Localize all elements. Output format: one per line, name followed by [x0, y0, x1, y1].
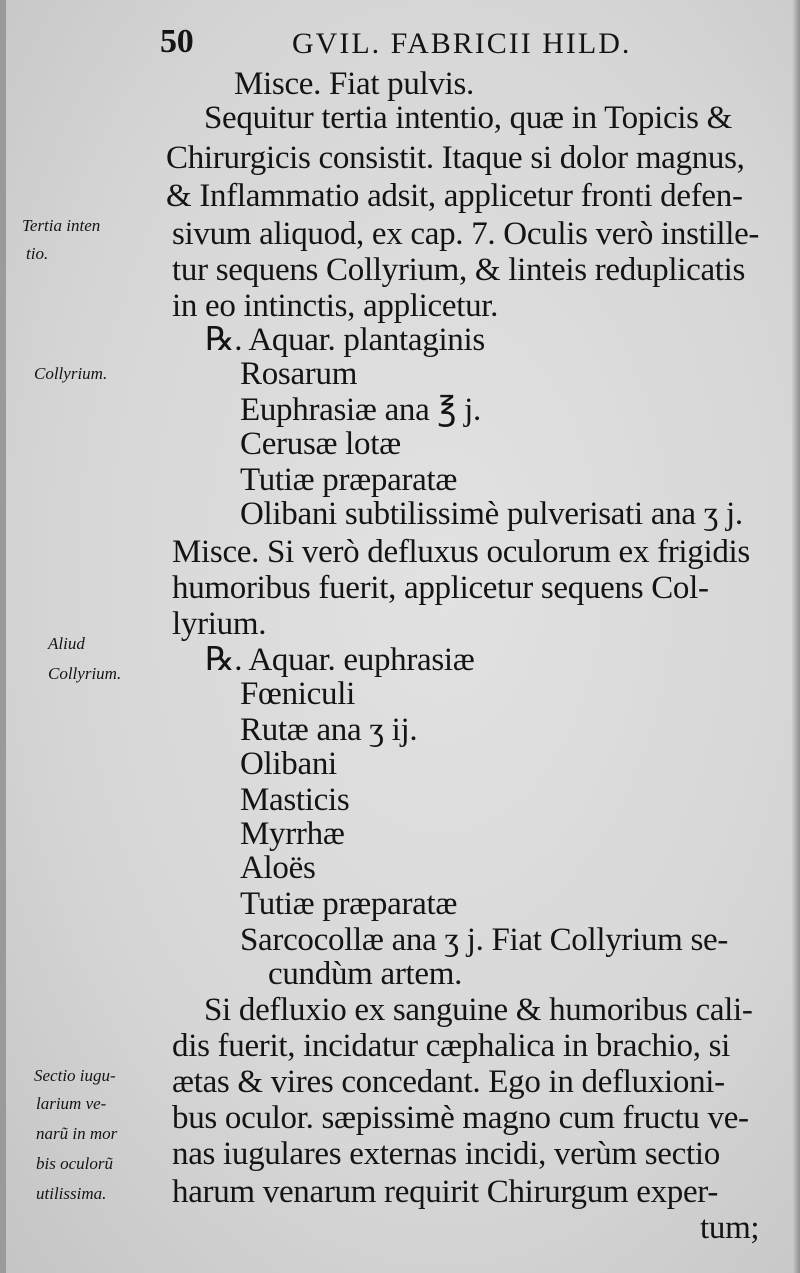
margin-note: utilissima.	[36, 1184, 107, 1203]
recipe-line: Euphrasiæ ana ℥ j.	[240, 392, 481, 428]
recipe-line: Aloës	[240, 850, 316, 886]
recipe-line: Myrrhæ	[240, 816, 345, 852]
page-number: 50	[160, 23, 194, 60]
page-left-edge	[0, 0, 6, 1273]
margin-note: narũ in mor	[36, 1124, 118, 1143]
body-line: Misce. Fiat pulvis.	[234, 66, 474, 102]
body-line: sivum aliquod, ex cap. 7. Oculis verò instille-	[172, 216, 760, 252]
body-line: Chirurgicis consistit. Itaque si dolor magnus,	[166, 140, 745, 176]
body-line: Si defluxio ex sanguine & humoribus cali-	[204, 992, 753, 1028]
running-title: GVIL. FABRICII HILD.	[292, 27, 632, 60]
recipe-line: Fœniculi	[240, 676, 355, 712]
body-line: humoribus fuerit, applicetur sequens Col-	[172, 570, 709, 606]
body-line: dis fuerit, incidatur cæphalica in brachio, si	[172, 1028, 731, 1064]
body-line: harum venarum requirit Chirurgum exper-	[172, 1174, 719, 1210]
body-line: bus oculor. sæpissimè magno cum fructu ve-	[172, 1100, 749, 1136]
recipe-line: Olibani subtilissimè pulverisati ana ʒ j.	[240, 496, 743, 532]
margin-note: Collyrium.	[48, 664, 122, 683]
recipe-line: ℞. Aquar. plantaginis	[205, 322, 485, 358]
body-line: ætas & vires concedant. Ego in defluxioni-	[172, 1064, 725, 1100]
margin-note: Collyrium.	[34, 364, 108, 383]
recipe-line: Tutiæ præparatæ	[240, 886, 458, 922]
body-line: tum;	[700, 1210, 760, 1246]
recipe-line: Rutæ ana ʒ ij.	[240, 712, 418, 748]
body-line: nas iugulares externas incidi, verùm sectio	[172, 1136, 720, 1172]
margin-note: larium ve-	[36, 1094, 107, 1113]
recipe-line: ℞. Aquar. euphrasiæ	[205, 642, 475, 678]
body-line: in eo intinctis, applicetur.	[172, 288, 499, 324]
body-line: Misce. Si verò defluxus oculorum ex frigidis	[172, 534, 750, 570]
recipe-line: Cerusæ lotæ	[240, 426, 401, 462]
body-line: tur sequens Collyrium, & linteis reduplicatis	[172, 252, 746, 288]
margin-note: Sectio iugu-	[34, 1066, 116, 1085]
margin-note: Tertia inten	[22, 216, 101, 235]
recipe-line: Sarcocollæ ana ʒ j. Fiat Collyrium se-	[240, 922, 729, 958]
recipe-line: cundùm artem.	[268, 956, 463, 992]
body-line: & Inflammatio adsit, applicetur fronti defen-	[166, 178, 743, 214]
margin-note: bis oculorũ	[36, 1154, 113, 1173]
recipe-line: Rosarum	[240, 356, 358, 392]
body-line: Sequitur tertia intentio, quæ in Topicis &	[204, 100, 733, 136]
margin-note: tio.	[26, 244, 49, 263]
margin-note: Aliud	[48, 634, 85, 653]
recipe-line: Masticis	[240, 782, 350, 818]
page-right-edge	[792, 0, 800, 1273]
body-line: lyrium.	[172, 606, 267, 642]
recipe-line: Tutiæ præparatæ	[240, 462, 458, 498]
recipe-line: Olibani	[240, 746, 337, 782]
